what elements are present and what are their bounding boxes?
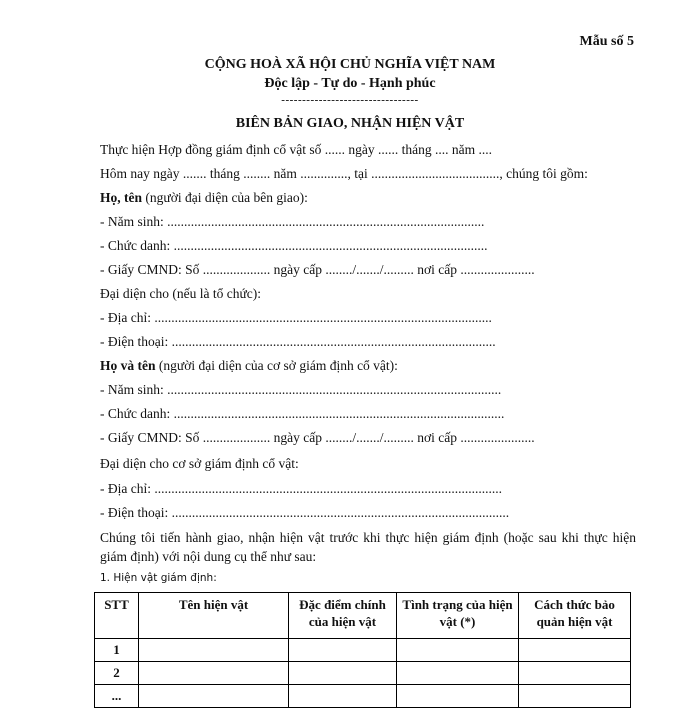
receiver-name-description: (người đại diện của cơ sở giám định cổ vật): <box>155 358 398 373</box>
receiver-id-card: - Giấy CMND: Số .................... ngày cấp ......../......./......... nơi cấp ...................... <box>100 430 535 445</box>
section-heading: 1. Hiện vật giám định: <box>100 572 217 584</box>
receiver-position: - Chức danh: .................................................................................................. <box>100 406 505 421</box>
table-cell <box>289 639 397 662</box>
deliverer-phone: - Điện thoại: ................................................................................................ <box>100 334 496 349</box>
header-item-name: Tên hiện vật <box>139 593 289 639</box>
table-cell <box>139 639 289 662</box>
header-separator: --------------------------------- <box>281 94 419 106</box>
deliverer-name-label: Họ, tên <box>100 190 142 205</box>
table-cell <box>519 639 631 662</box>
table-row <box>95 662 631 685</box>
document-title: BIÊN BẢN GIAO, NHẬN HIỆN VẬT <box>235 116 465 131</box>
table-cell <box>289 685 397 708</box>
deliverer-name-line <box>100 190 308 206</box>
header-characteristics: Đặc điểm chính của hiện vật <box>289 593 397 639</box>
table-header-row <box>95 593 631 639</box>
table-cell <box>139 662 289 685</box>
receiver-name-label: Họ và tên <box>100 358 156 373</box>
contract-line: Thực hiện Hợp đồng giám định cổ vật số ...... ngày ...... tháng .... năm .... <box>100 142 493 157</box>
receiver-phone: - Điện thoại: .................................................................................................... <box>100 505 510 520</box>
items-table <box>94 592 631 708</box>
deliverer-position: - Chức danh: ............................................................................................. <box>100 238 488 253</box>
table-row <box>95 639 631 662</box>
table-cell <box>139 685 289 708</box>
form-number: Mẫu số 5 <box>579 34 634 49</box>
handover-paragraph: Chúng tôi tiến hành giao, nhận hiện vật trước khi thực hiện giám định (hoặc sau khi thực hiện giám định) với nội dung cụ thể như sau: <box>100 530 636 564</box>
deliverer-birth-year: - Năm sinh: .............................................................................................. <box>100 214 485 229</box>
header-condition: Tình trạng của hiện vật (*) <box>397 593 519 639</box>
table-cell <box>397 685 519 708</box>
national-motto: Độc lập - Tự do - Hạnh phúc <box>264 76 436 91</box>
national-title: CỘNG HOÀ XÃ HỘI CHỦ NGHĨA VIỆT NAM <box>204 57 496 72</box>
table-cell <box>519 662 631 685</box>
date-line: Hôm nay ngày ....... tháng ........ năm .............., tại ......................................, chúng tôi gồm: <box>100 166 588 181</box>
table-cell: 2 <box>95 662 139 685</box>
receiver-name-line <box>100 358 398 374</box>
deliverer-represent: Đại diện cho (nếu là tổ chức): <box>100 286 262 301</box>
table-cell <box>397 662 519 685</box>
table-cell <box>519 685 631 708</box>
table-row <box>95 685 631 708</box>
receiver-address: - Địa chỉ: ....................................................................................................... <box>100 481 502 496</box>
table-cell: ... <box>95 685 139 708</box>
receiver-birth-year: - Năm sinh: ................................................................................................... <box>100 382 502 397</box>
receiver-represent: Đại diện cho cơ sở giám định cổ vật: <box>100 456 299 471</box>
table-cell <box>289 662 397 685</box>
deliverer-address: - Địa chỉ: .................................................................................................... <box>100 310 492 325</box>
table-cell <box>397 639 519 662</box>
table-cell: 1 <box>95 639 139 662</box>
header-stt: STT <box>95 593 139 639</box>
deliverer-id-card: - Giấy CMND: Số .................... ngày cấp ......../......./......... nơi cấp ...................... <box>100 262 535 277</box>
header-preservation: Cách thức bảo quản hiện vật <box>519 593 631 639</box>
deliverer-name-description: (người đại diện của bên giao): <box>142 190 308 205</box>
